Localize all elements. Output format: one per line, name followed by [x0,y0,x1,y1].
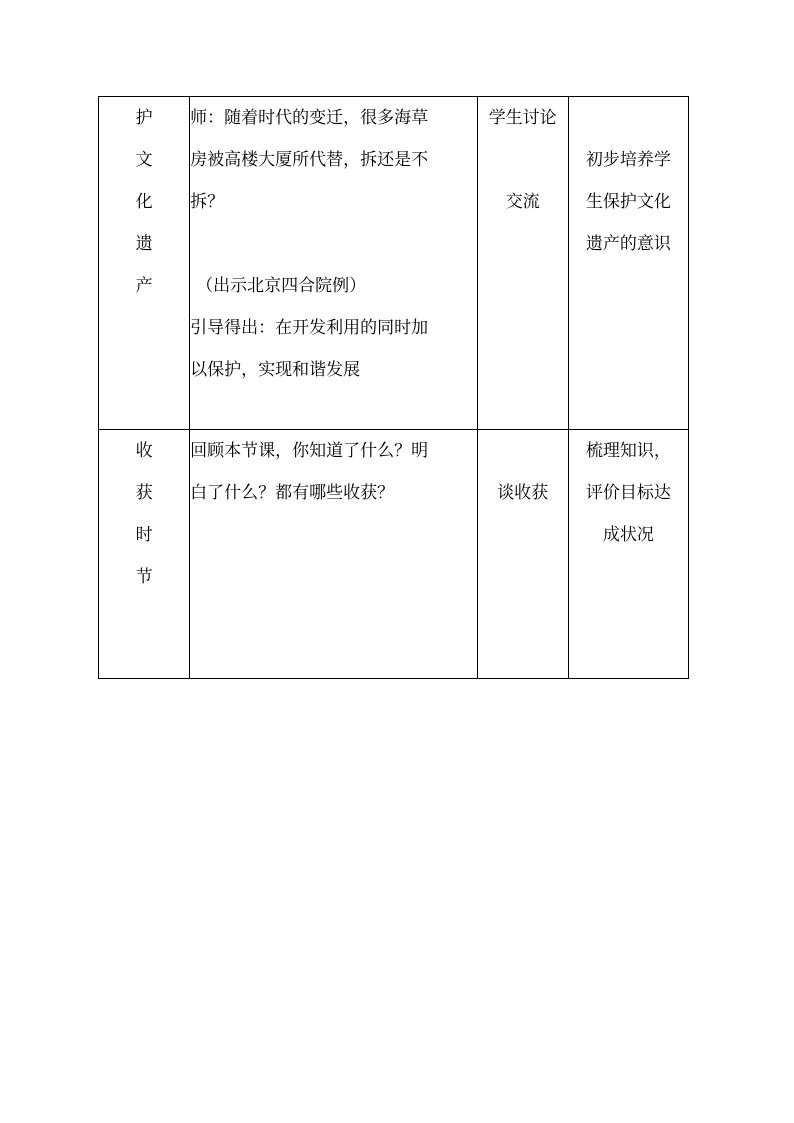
content-line: 房被高楼大厦所代替，拆还是不 [190,150,429,170]
content-line: 师：随着时代的变迁，很多海草 [190,108,429,128]
activity-line: 学生讨论 [488,108,557,128]
stage-char: 化 [135,192,153,212]
goal-line: 评价目标达 [585,483,671,503]
content-cell [190,430,477,679]
goal-line: 初步培养学 [585,150,671,170]
stage-char: 产 [135,276,153,296]
content-line: 以保护，实现和谐发展 [190,360,361,380]
activity-line: 谈收获 [497,483,549,503]
content-line: 白了什么？都有哪些收获？ [190,483,395,503]
content-cell [190,97,477,430]
stage-char: 获 [135,483,153,503]
activity-cell [477,430,568,679]
activity-line: 交流 [505,192,540,212]
table-row-harvest-time [99,430,689,679]
goal-line: 成状况 [602,525,654,545]
stage-char: 护 [135,108,153,128]
content-line: 回顾本节课，你知道了什么？明 [190,441,429,461]
goal-cell [568,430,688,679]
stage-cell [99,430,190,679]
activity-spacer [478,139,568,181]
content-line: 引导得出：在开发利用的同时加 [190,318,429,338]
goal-line: 梳理知识， [585,441,671,461]
content-line: （出示北京四合院例） [196,276,367,296]
lesson-plan-table [98,96,689,679]
content-line: 拆？ [190,192,225,212]
stage-cell [99,97,190,430]
stage-char: 文 [135,150,153,170]
stage-char: 节 [135,567,153,587]
stage-char: 时 [135,525,153,545]
stage-char: 遗 [135,234,153,254]
goal-line: 遗产的意识 [585,234,671,254]
goal-line: 生保护文化 [585,192,671,212]
goal-cell [568,97,688,430]
content-spacer [190,223,476,265]
stage-char: 收 [135,441,153,461]
table-row-protect-heritage [99,97,689,430]
activity-cell [477,97,568,430]
